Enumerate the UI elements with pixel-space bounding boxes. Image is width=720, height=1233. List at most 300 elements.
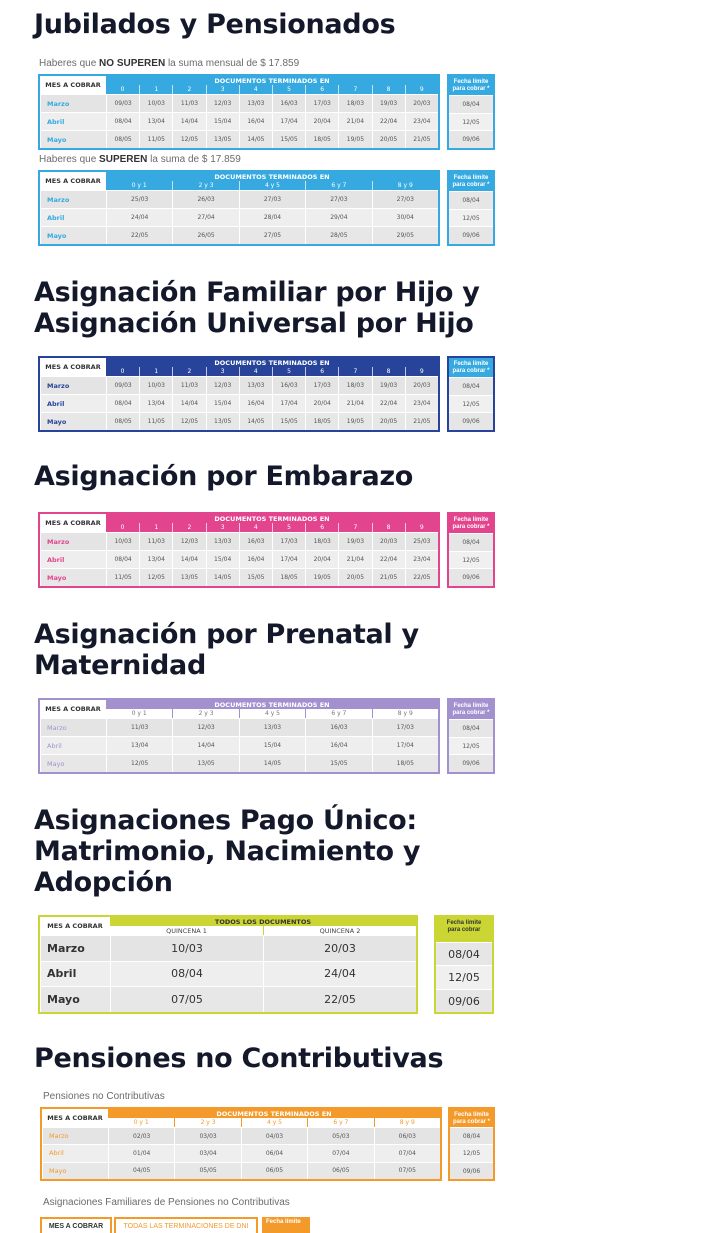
table-cell: 11/05 bbox=[139, 412, 172, 430]
table-cell: 14/05 bbox=[239, 754, 305, 772]
limit-header-line1: Fecha límite bbox=[453, 79, 489, 85]
table-pensiones bbox=[40, 1107, 442, 1181]
table-cell: 27/03 bbox=[239, 190, 305, 208]
table-cell: 17/04 bbox=[272, 394, 305, 412]
table-cell: 07/04 bbox=[374, 1144, 440, 1161]
documentos-band-header: DOCUMENTOS TERMINADOS EN bbox=[106, 76, 438, 85]
limit-date: 09/06 bbox=[449, 412, 493, 430]
table-cell: 20/05 bbox=[372, 412, 405, 430]
documentos-band-header: DOCUMENTOS TERMINADOS EN bbox=[106, 514, 438, 523]
limit-header-line2: para cobrar * bbox=[452, 524, 490, 530]
table-cell: 17/04 bbox=[272, 550, 305, 568]
column-header: 3 bbox=[206, 367, 239, 376]
limit-box-no-superen bbox=[447, 74, 495, 150]
table-cell: 13/03 bbox=[239, 718, 305, 736]
table-cell: 08/04 bbox=[106, 394, 139, 412]
row-month-label: Abril bbox=[40, 961, 110, 987]
documentos-band-header: TODOS LOS DOCUMENTOS bbox=[110, 917, 416, 926]
table-cell: 21/05 bbox=[405, 412, 438, 430]
column-header: 1 bbox=[139, 85, 172, 94]
table-cell: 15/05 bbox=[239, 568, 272, 586]
limit-header bbox=[449, 76, 493, 95]
table-cell: 13/05 bbox=[172, 754, 238, 772]
table-cell: 08/04 bbox=[110, 961, 263, 987]
table-cell: 19/05 bbox=[338, 130, 371, 148]
table-cell: 20/04 bbox=[305, 394, 338, 412]
limit-box-pago-unico bbox=[434, 915, 494, 1014]
table-cell: 17/03 bbox=[305, 94, 338, 112]
table-cell: 23/04 bbox=[405, 112, 438, 130]
table-cell: 12/05 bbox=[172, 412, 205, 430]
table-cell: 11/03 bbox=[172, 94, 205, 112]
row-month-label: Mayo bbox=[40, 754, 106, 772]
column-header: 2 bbox=[172, 367, 205, 376]
column-header: 2 bbox=[172, 85, 205, 94]
table-cell: 12/03 bbox=[172, 532, 205, 550]
table-cell: 12/05 bbox=[172, 130, 205, 148]
column-header: 5 bbox=[272, 85, 305, 94]
table-cell: 17/03 bbox=[272, 532, 305, 550]
limit-date: 08/04 bbox=[449, 533, 493, 551]
column-header: QUINCENA 1 bbox=[110, 926, 263, 935]
table-cell: 16/04 bbox=[239, 112, 272, 130]
table-cell: 11/05 bbox=[139, 130, 172, 148]
table-cell: 14/05 bbox=[206, 568, 239, 586]
table-cell: 11/03 bbox=[172, 376, 205, 394]
table-cell: 06/04 bbox=[241, 1144, 307, 1161]
column-header: 0 bbox=[106, 85, 139, 94]
table-cell: 16/03 bbox=[272, 376, 305, 394]
limit-date: 08/04 bbox=[449, 191, 493, 209]
column-header: 5 bbox=[272, 367, 305, 376]
table-cell: 16/04 bbox=[305, 736, 371, 754]
column-header: 2 bbox=[172, 523, 205, 532]
table-row bbox=[42, 1127, 440, 1144]
table-cell: 13/05 bbox=[172, 568, 205, 586]
table-cell: 22/04 bbox=[372, 394, 405, 412]
column-header: 5 bbox=[272, 523, 305, 532]
limit-header-line1: Fecha límite bbox=[454, 1112, 489, 1118]
table-cell: 22/04 bbox=[372, 550, 405, 568]
table-cell: 21/04 bbox=[338, 550, 371, 568]
table-cell: 08/05 bbox=[106, 412, 139, 430]
section-title-auh-line2: Asignación Universal por Hijo bbox=[34, 308, 474, 339]
limit-box-embarazo bbox=[447, 512, 495, 588]
table-cell: 11/05 bbox=[106, 568, 139, 586]
row-month-label: Abril bbox=[40, 112, 106, 130]
table-cell: 12/05 bbox=[139, 568, 172, 586]
limit-date: 08/04 bbox=[449, 95, 493, 113]
limit-header-line1: Fecha límite bbox=[453, 517, 489, 523]
table-cell: 13/03 bbox=[239, 94, 272, 112]
table-row bbox=[40, 568, 438, 586]
column-header: 8 y 9 bbox=[372, 709, 438, 718]
limit-date: 09/06 bbox=[449, 130, 493, 148]
limit-date: 09/06 bbox=[450, 1162, 493, 1179]
limit-header-line2: para cobrar * bbox=[452, 86, 490, 92]
mes-a-cobrar-header: MES A COBRAR bbox=[40, 514, 106, 532]
section-title-embarazo: Asignación por Embarazo bbox=[34, 461, 414, 492]
table-cell: 17/04 bbox=[372, 736, 438, 754]
limit-box-superen bbox=[447, 170, 495, 246]
table-cell: 13/05 bbox=[206, 130, 239, 148]
table-cell: 06/05 bbox=[241, 1162, 307, 1179]
table-cell: 08/04 bbox=[106, 112, 139, 130]
table-row bbox=[40, 550, 438, 568]
limit-date: 12/05 bbox=[450, 1144, 493, 1161]
table-cell: 10/03 bbox=[139, 94, 172, 112]
column-header: 8 bbox=[372, 85, 405, 94]
documentos-band-header: DOCUMENTOS TERMINADOS EN bbox=[108, 1109, 440, 1118]
column-header: 1 bbox=[139, 523, 172, 532]
table-cell: 14/04 bbox=[172, 112, 205, 130]
column-header: 3 bbox=[206, 85, 239, 94]
table-cell: 30/04 bbox=[372, 208, 438, 226]
table-row bbox=[40, 208, 438, 226]
row-month-label: Marzo bbox=[40, 376, 106, 394]
table-cell: 20/03 bbox=[405, 94, 438, 112]
table-embarazo bbox=[38, 512, 440, 588]
limit-date: 12/05 bbox=[436, 965, 492, 988]
table-cell: 16/03 bbox=[272, 94, 305, 112]
column-header: 0 y 1 bbox=[106, 181, 172, 190]
table-row bbox=[40, 986, 416, 1012]
table-cell: 18/05 bbox=[372, 754, 438, 772]
row-month-label: Mayo bbox=[40, 986, 110, 1012]
column-header: 6 y 7 bbox=[305, 181, 371, 190]
row-month-label: Marzo bbox=[40, 532, 106, 550]
column-header: 9 bbox=[405, 523, 438, 532]
limit-date: 09/06 bbox=[449, 226, 493, 244]
table-cell: 22/04 bbox=[372, 112, 405, 130]
column-header: 6 bbox=[305, 85, 338, 94]
table-cell: 26/05 bbox=[172, 226, 238, 244]
limit-header-line2: para cobrar * bbox=[452, 368, 490, 374]
table-row bbox=[40, 376, 438, 394]
cut-todas-box: TODAS LAS TERMINACIONES DE DNI bbox=[114, 1217, 258, 1233]
table-pago-unico bbox=[38, 915, 418, 1014]
subtitle-asig-pensiones: Asignaciones Familiares de Pensiones no Contributivas bbox=[43, 1197, 290, 1208]
table-cell: 14/04 bbox=[172, 550, 205, 568]
subtitle-pensiones: Pensiones no Contributivas bbox=[43, 1091, 165, 1102]
column-header: 6 bbox=[305, 523, 338, 532]
column-header: 8 y 9 bbox=[374, 1118, 440, 1127]
table-cell: 03/03 bbox=[174, 1127, 240, 1144]
table-cell: 12/05 bbox=[106, 754, 172, 772]
row-month-label: Abril bbox=[42, 1144, 108, 1161]
column-header: 7 bbox=[338, 367, 371, 376]
mes-a-cobrar-header: MES A COBRAR bbox=[40, 917, 110, 935]
table-cell: 13/05 bbox=[206, 412, 239, 430]
subtitle-superen: Haberes que SUPEREN la suma de $ 17.859 bbox=[39, 154, 241, 165]
table-row bbox=[40, 190, 438, 208]
table-row bbox=[40, 412, 438, 430]
table-cell: 08/05 bbox=[106, 130, 139, 148]
limit-header bbox=[449, 172, 493, 191]
table-cell: 14/04 bbox=[172, 394, 205, 412]
table-cell: 27/03 bbox=[305, 190, 371, 208]
limit-header bbox=[450, 1109, 493, 1127]
table-cell: 20/03 bbox=[372, 532, 405, 550]
limit-header bbox=[436, 917, 492, 942]
limit-date: 09/06 bbox=[449, 754, 493, 772]
limit-header-line1: Fecha límite bbox=[446, 920, 482, 926]
table-cell: 28/05 bbox=[305, 226, 371, 244]
table-cell: 14/04 bbox=[172, 736, 238, 754]
row-month-label: Abril bbox=[40, 550, 106, 568]
table-auh bbox=[38, 356, 440, 432]
table-row bbox=[40, 226, 438, 244]
table-cell: 12/03 bbox=[206, 376, 239, 394]
table-row bbox=[42, 1162, 440, 1179]
table-cell: 21/04 bbox=[338, 394, 371, 412]
table-cell: 18/05 bbox=[272, 568, 305, 586]
table-cell: 14/05 bbox=[239, 412, 272, 430]
mes-a-cobrar-header: MES A COBRAR bbox=[40, 358, 106, 376]
table-cell: 20/04 bbox=[305, 550, 338, 568]
cut-mes-box: MES A COBRAR bbox=[40, 1217, 112, 1233]
column-header: 4 bbox=[239, 523, 272, 532]
column-header: 9 bbox=[405, 85, 438, 94]
column-header: 8 bbox=[372, 523, 405, 532]
section-title-prenatal-line1: Asignación por Prenatal y bbox=[34, 619, 419, 650]
table-cell: 20/03 bbox=[263, 935, 416, 961]
row-month-label: Abril bbox=[40, 736, 106, 754]
table-cell: 17/03 bbox=[305, 376, 338, 394]
column-header: 7 bbox=[338, 85, 371, 94]
table-cell: 29/05 bbox=[372, 226, 438, 244]
mes-a-cobrar-header: MES A COBRAR bbox=[40, 700, 106, 718]
table-cell: 15/04 bbox=[206, 394, 239, 412]
table-cell: 15/04 bbox=[239, 736, 305, 754]
row-month-label: Marzo bbox=[40, 94, 106, 112]
section-title-pensiones: Pensiones no Contributivas bbox=[34, 1043, 444, 1074]
table-cell: 20/04 bbox=[305, 112, 338, 130]
table-cell: 16/03 bbox=[305, 718, 371, 736]
table-cell: 15/05 bbox=[272, 130, 305, 148]
table-cell: 16/04 bbox=[239, 550, 272, 568]
column-header: 8 y 9 bbox=[372, 181, 438, 190]
table-cell: 01/04 bbox=[108, 1144, 174, 1161]
limit-header bbox=[449, 514, 493, 533]
table-row bbox=[40, 94, 438, 112]
section-title-auh-line1: Asignación Familiar por Hijo y bbox=[34, 277, 480, 308]
limit-date: 08/04 bbox=[436, 942, 492, 965]
table-cell: 19/03 bbox=[338, 532, 371, 550]
documentos-band-header: DOCUMENTOS TERMINADOS EN bbox=[106, 700, 438, 709]
limit-header-line2: para cobrar * bbox=[452, 710, 490, 716]
limit-header bbox=[449, 358, 493, 377]
table-cell: 21/05 bbox=[405, 130, 438, 148]
table-cell: 20/05 bbox=[372, 130, 405, 148]
column-header: 4 y 5 bbox=[239, 181, 305, 190]
limit-date: 08/04 bbox=[450, 1127, 493, 1144]
table-cell: 10/03 bbox=[139, 376, 172, 394]
table-cell: 08/04 bbox=[106, 550, 139, 568]
limit-date: 12/05 bbox=[449, 209, 493, 227]
table-cell: 16/03 bbox=[239, 532, 272, 550]
table-cell: 03/04 bbox=[174, 1144, 240, 1161]
table-prenatal bbox=[38, 698, 440, 774]
table-cell: 09/03 bbox=[106, 94, 139, 112]
cut-limit-box: Fecha límite bbox=[262, 1217, 310, 1233]
row-month-label: Marzo bbox=[42, 1127, 108, 1144]
table-row bbox=[40, 718, 438, 736]
row-month-label: Mayo bbox=[40, 226, 106, 244]
column-header: 8 bbox=[372, 367, 405, 376]
column-header: 6 y 7 bbox=[307, 1118, 373, 1127]
table-cell: 23/04 bbox=[405, 394, 438, 412]
section-title-pago-unico-line3: Adopción bbox=[34, 867, 173, 898]
table-cell: 13/04 bbox=[139, 394, 172, 412]
table-cell: 07/05 bbox=[110, 986, 263, 1012]
table-cell: 13/04 bbox=[106, 736, 172, 754]
table-cell: 02/03 bbox=[108, 1127, 174, 1144]
table-cell: 27/05 bbox=[239, 226, 305, 244]
table-cell: 06/03 bbox=[374, 1127, 440, 1144]
section-title-pago-unico-line1: Asignaciones Pago Único: bbox=[34, 805, 417, 836]
limit-date: 12/05 bbox=[449, 395, 493, 413]
table-row bbox=[40, 736, 438, 754]
table-cell: 16/04 bbox=[239, 394, 272, 412]
table-row bbox=[40, 394, 438, 412]
table-cell: 13/03 bbox=[239, 376, 272, 394]
table-cell: 22/05 bbox=[405, 568, 438, 586]
table-cell: 14/05 bbox=[239, 130, 272, 148]
table-cell: 06/05 bbox=[307, 1162, 373, 1179]
section-title-prenatal-line2: Maternidad bbox=[34, 650, 206, 681]
column-header: 0 bbox=[106, 367, 139, 376]
table-cell: 05/03 bbox=[307, 1127, 373, 1144]
limit-box-auh bbox=[447, 356, 495, 432]
table-cell: 15/05 bbox=[272, 412, 305, 430]
table-row bbox=[40, 112, 438, 130]
column-header: 6 y 7 bbox=[305, 709, 371, 718]
table-cell: 27/04 bbox=[172, 208, 238, 226]
mes-a-cobrar-header: MES A COBRAR bbox=[40, 76, 106, 94]
row-month-label: Marzo bbox=[40, 718, 106, 736]
table-cell: 12/03 bbox=[206, 94, 239, 112]
table-superen bbox=[38, 170, 440, 246]
row-month-label: Abril bbox=[40, 394, 106, 412]
row-month-label: Marzo bbox=[40, 935, 110, 961]
table-cell: 05/05 bbox=[174, 1162, 240, 1179]
table-cell: 19/03 bbox=[372, 94, 405, 112]
limit-date: 12/05 bbox=[449, 551, 493, 569]
table-cell: 19/05 bbox=[338, 412, 371, 430]
table-cell: 04/05 bbox=[108, 1162, 174, 1179]
column-header: 2 y 3 bbox=[172, 181, 238, 190]
table-cell: 11/03 bbox=[139, 532, 172, 550]
mes-a-cobrar-header: MES A COBRAR bbox=[42, 1109, 108, 1127]
table-cell: 18/03 bbox=[338, 376, 371, 394]
table-cell: 13/04 bbox=[139, 550, 172, 568]
table-cell: 07/05 bbox=[374, 1162, 440, 1179]
mes-a-cobrar-header: MES A COBRAR bbox=[40, 172, 106, 190]
limit-box-prenatal bbox=[447, 698, 495, 774]
column-header: 0 bbox=[106, 523, 139, 532]
column-header: 0 y 1 bbox=[106, 709, 172, 718]
row-month-label: Mayo bbox=[40, 412, 106, 430]
table-row bbox=[40, 754, 438, 772]
limit-header-line1: Fecha límite bbox=[453, 703, 489, 709]
column-header: 6 bbox=[305, 367, 338, 376]
table-cell: 15/04 bbox=[206, 112, 239, 130]
table-cell: 09/03 bbox=[106, 376, 139, 394]
table-cell: 21/05 bbox=[372, 568, 405, 586]
table-cell: 20/05 bbox=[338, 568, 371, 586]
table-cell: 22/05 bbox=[106, 226, 172, 244]
row-month-label: Marzo bbox=[40, 190, 106, 208]
table-cell: 15/05 bbox=[305, 754, 371, 772]
column-header: 4 y 5 bbox=[239, 709, 305, 718]
column-header: 2 y 3 bbox=[174, 1118, 240, 1127]
column-header: 7 bbox=[338, 523, 371, 532]
table-cell: 18/03 bbox=[305, 532, 338, 550]
table-row bbox=[40, 935, 416, 961]
column-header: 1 bbox=[139, 367, 172, 376]
table-cell: 24/04 bbox=[263, 961, 416, 987]
table-cell: 12/03 bbox=[172, 718, 238, 736]
table-cell: 13/03 bbox=[206, 532, 239, 550]
limit-date: 08/04 bbox=[449, 719, 493, 737]
table-cell: 24/04 bbox=[106, 208, 172, 226]
row-month-label: Abril bbox=[40, 208, 106, 226]
row-month-label: Mayo bbox=[42, 1162, 108, 1179]
limit-header bbox=[449, 700, 493, 719]
table-row bbox=[40, 130, 438, 148]
table-cell: 21/04 bbox=[338, 112, 371, 130]
column-header: 3 bbox=[206, 523, 239, 532]
table-cell: 19/03 bbox=[372, 376, 405, 394]
table-cell: 22/05 bbox=[263, 986, 416, 1012]
limit-header-line2: para cobrar * bbox=[452, 182, 490, 188]
limit-date: 09/06 bbox=[436, 989, 492, 1012]
limit-header-line1: Fecha límite bbox=[453, 175, 489, 181]
table-cell: 17/03 bbox=[372, 718, 438, 736]
table-cell: 25/03 bbox=[106, 190, 172, 208]
limit-header-line1: Fecha límite bbox=[453, 361, 489, 367]
table-cell: 26/03 bbox=[172, 190, 238, 208]
table-cell: 07/04 bbox=[307, 1144, 373, 1161]
table-no-superen bbox=[38, 74, 440, 150]
column-header: 4 bbox=[239, 85, 272, 94]
table-cell: 15/04 bbox=[206, 550, 239, 568]
column-header: 2 y 3 bbox=[172, 709, 238, 718]
limit-date: 12/05 bbox=[449, 737, 493, 755]
limit-date: 08/04 bbox=[449, 377, 493, 395]
table-cell: 29/04 bbox=[305, 208, 371, 226]
table-cell: 18/05 bbox=[305, 130, 338, 148]
table-cell: 23/04 bbox=[405, 550, 438, 568]
documentos-band-header: DOCUMENTOS TERMINADOS EN bbox=[106, 358, 438, 367]
table-cell: 10/03 bbox=[106, 532, 139, 550]
table-cell: 20/03 bbox=[405, 376, 438, 394]
table-cell: 19/05 bbox=[305, 568, 338, 586]
column-header: 4 bbox=[239, 367, 272, 376]
limit-box-pensiones bbox=[448, 1107, 495, 1181]
table-cell: 13/04 bbox=[139, 112, 172, 130]
table-row bbox=[40, 961, 416, 987]
table-cell: 28/04 bbox=[239, 208, 305, 226]
table-row bbox=[40, 532, 438, 550]
table-cell: 11/03 bbox=[106, 718, 172, 736]
row-month-label: Mayo bbox=[40, 130, 106, 148]
table-cell: 10/03 bbox=[110, 935, 263, 961]
column-header: 0 y 1 bbox=[108, 1118, 174, 1127]
limit-date: 12/05 bbox=[449, 113, 493, 131]
table-cell: 18/03 bbox=[338, 94, 371, 112]
